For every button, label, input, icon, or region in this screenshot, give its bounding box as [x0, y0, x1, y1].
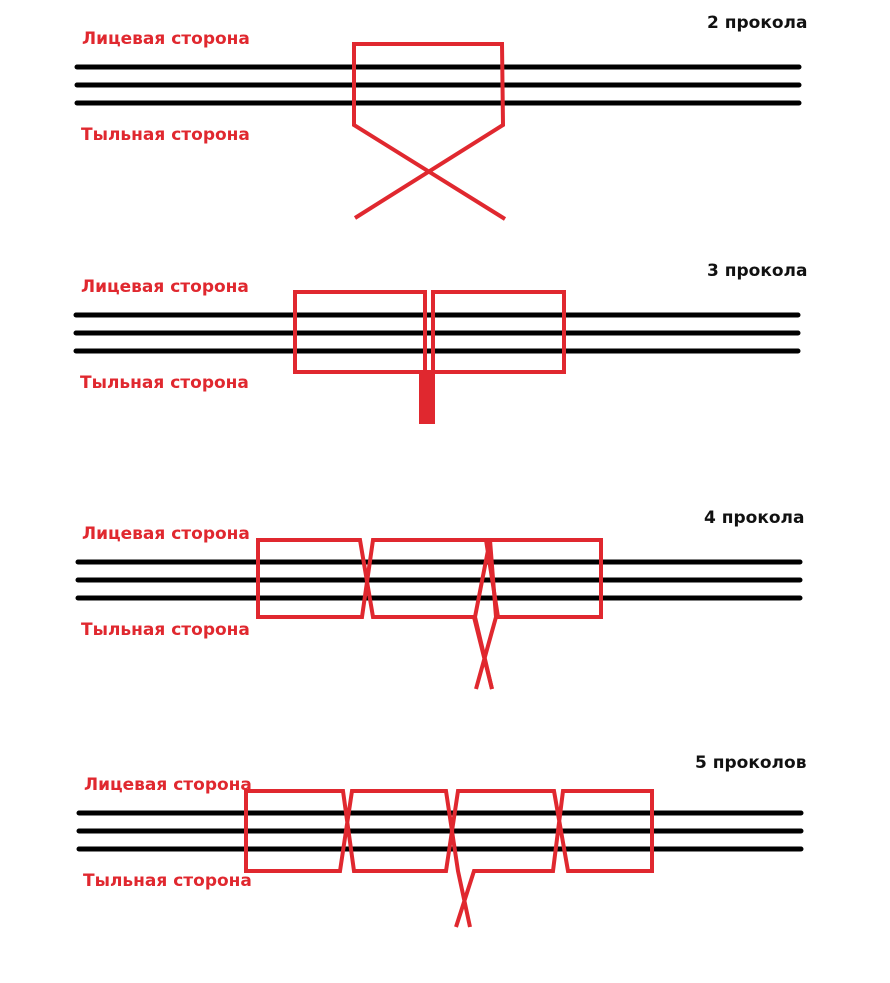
back-side-label: Тыльная сторона [81, 125, 250, 145]
fabric-layers [78, 562, 800, 598]
back-side-label: Тыльная сторона [80, 373, 249, 393]
panel-2-punctures [0, 0, 890, 240]
thread-loop [354, 44, 505, 219]
fabric-layers [79, 813, 801, 849]
thread-loop-left [295, 292, 425, 424]
panel-5-punctures [0, 743, 890, 983]
thread-loop-right [429, 292, 564, 424]
back-side-label: Тыльная сторона [81, 620, 250, 640]
panel-4-punctures [0, 495, 890, 735]
fabric-layers [77, 67, 799, 103]
panel-title: 3 прокола [707, 261, 808, 281]
front-side-label: Лицевая сторона [84, 775, 252, 795]
fabric-layers [76, 315, 798, 351]
front-side-label: Лицевая сторона [81, 277, 249, 297]
panel-title: 2 прокола [707, 13, 808, 33]
panel-title: 5 проколов [695, 753, 807, 773]
front-side-label: Лицевая сторона [82, 524, 250, 544]
panel-3-punctures [0, 248, 890, 488]
panel-title: 4 прокола [704, 508, 805, 528]
front-side-label: Лицевая сторона [82, 29, 250, 49]
thread-path [354, 44, 505, 219]
back-side-label: Тыльная сторона [83, 871, 252, 891]
thread-path [295, 292, 564, 424]
